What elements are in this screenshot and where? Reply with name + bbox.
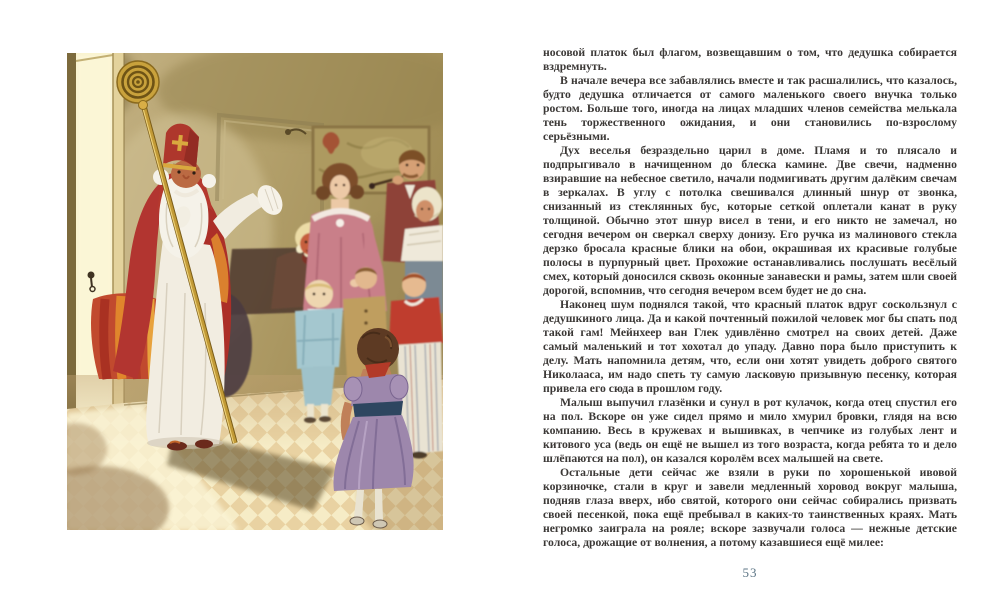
page-number: 53 xyxy=(742,565,758,580)
paragraph: Наконец шум поднялся такой, что красный платок вдруг соскользнул с дедушкиного лица. Да и какой почтенный пожилой человек мог бы спать под такой гам! Мейнхеер ван Глек удивлённо смотрел на своих детей. Даже самый маленький и тот хохотал до упаду. Давно пора было приступить к делу. Мать напомнила детям, что, если они хотят увидеть доброго святого Николааса, им надо спеть ту самую ласковую призывную песенку, которая привела его сюда в прошлом году. xyxy=(543,298,957,395)
body-text xyxy=(543,46,957,580)
saint-nicholas-watercolor xyxy=(67,53,443,530)
paragraph: В начале вечера все забавлялись вместе и так расшалились, что казалось, будто дедушка отличается от самого маленького своего внучка только ростом. Больше того, иногда на лицах младших членов семейства мелькала тень торжественного ожидания, и они становились по-взрослому серьёзными. xyxy=(543,74,957,143)
paragraph: носовой платок был флагом, возвещавшим о том, что дедушка собирается вздремнуть. xyxy=(543,46,957,73)
paragraph: Дух веселья безраздельно царил в доме. Пламя и то плясало и подпрыгивало в начищенном до блеска камине. Две свечи, надменно взиравшие на небесное светило, начали подмигивать другим далёким свечам в зеркалах. В углу с потолка свешивался длинный шнур от звонка, снизанный из стеклянных бус, которые сеткой оплетали канат в руку толщиной. Обычно этот шнур висел в тени, и его никто не замечал, но сегодня вечером он сверкал сверху донизу. Его ручка из малинового стекла дерзко бросала красные блики на обои, окрашивая их красивые голубые полосы в пурпурный цвет. Прохожие останавливались послушать весёлый смех, который доносился сквозь оконные занавески и рамы, затем шли своей дорогой, вспомнив, что сегодня вечером всем будет не до сна. xyxy=(543,144,957,297)
paragraph: Остальные дети сейчас же взяли в руки по хорошенькой ивовой корзиночке, стали в круг и завели медленный хоровод вокруг малыша, подняв глаза вверх, ибо святой, которого они сейчас собирались призвать своей песенкой, пока ещё пребывал в каких-то таинственных краях. Мать негромко заиграла на рояле; вскоре зазвучали голоса — нежные детские голоса, дрожащие от волнения, а потому казавшиеся ещё милее: xyxy=(543,466,957,549)
paragraph: Малыш выпучил глазёнки и сунул в рот кулачок, когда отец спустил его на пол. Вскоре он уже сидел прямо и мило хмурил бровки, глядя на всю компанию. Весь в кружевах и вышивках, в чепчике из голубых лент и китового уса (ведь он ещё не вышел из того возраста, когда ребята то и дело шлёпаются на пол), он казался королём всех малышей на свете. xyxy=(543,396,957,465)
illustration xyxy=(67,53,443,530)
saint-shoe xyxy=(195,440,213,449)
